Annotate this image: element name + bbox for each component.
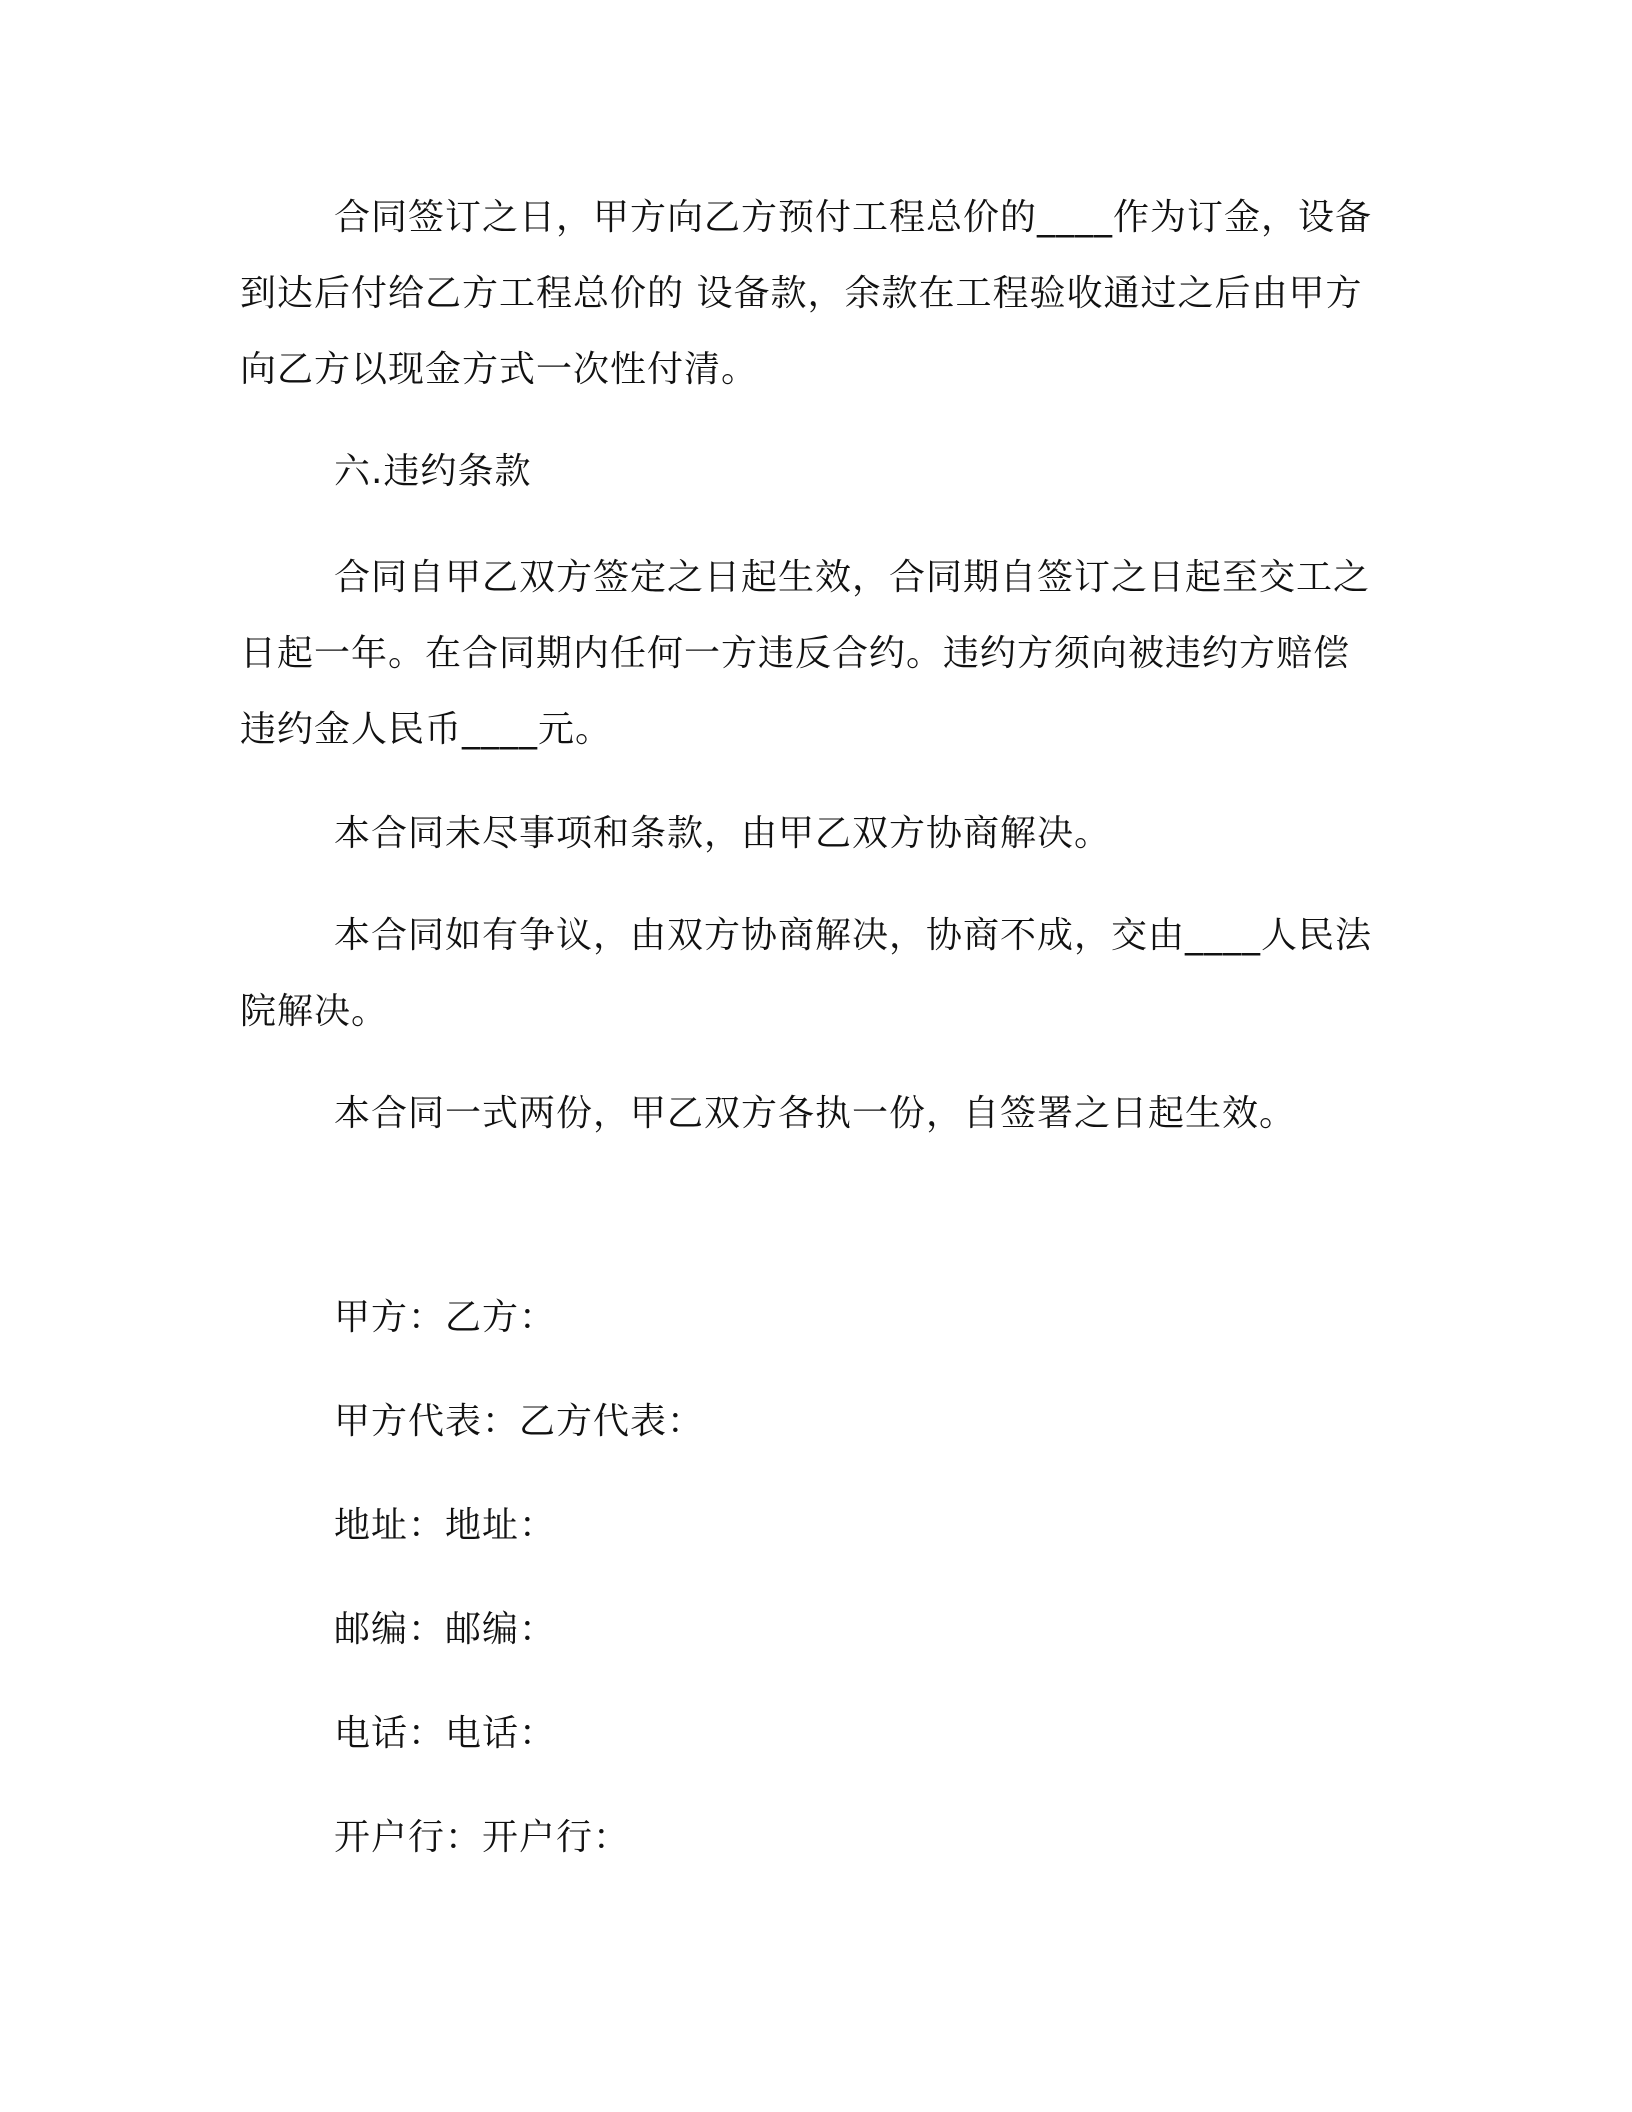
signature-field-postcode: 邮编：邮编：: [334, 1609, 557, 1650]
breach-paragraph-line-2: 日起一年。在合同期内任何一方违反合约。违约方须向被违约方赔偿: [240, 633, 1351, 674]
signature-field-bank: 开户行：开户行：: [334, 1817, 631, 1858]
signature-field-address: 地址：地址：: [334, 1505, 557, 1546]
signature-field-representative: 甲方代表：乙方代表：: [334, 1401, 705, 1442]
dispute-paragraph-line-1: 本合同如有争议，由双方协商解决，协商不成，交由____人民法: [334, 915, 1373, 956]
breach-paragraph-line-3: 违约金人民币____元。: [240, 709, 613, 750]
payment-paragraph-line-3: 向乙方以现金方式一次性付清。: [240, 349, 759, 390]
dispute-paragraph-line-2: 院解决。: [240, 991, 389, 1032]
copies-paragraph: 本合同一式两份，甲乙双方各执一份，自签署之日起生效。: [334, 1093, 1297, 1134]
unresolved-paragraph: 本合同未尽事项和条款，由甲乙双方协商解决。: [334, 813, 1112, 854]
signature-field-party: 甲方：乙方：: [334, 1297, 557, 1338]
signature-field-phone: 电话：电话：: [334, 1713, 557, 1754]
payment-paragraph-line-2: 到达后付给乙方工程总价的 设备款，余款在工程验收通过之后由甲方: [240, 273, 1363, 314]
section-heading: 六.违约条款: [334, 451, 532, 492]
breach-paragraph-line-1: 合同自甲乙双方签定之日起生效，合同期自签订之日起至交工之: [334, 557, 1371, 598]
payment-paragraph-line-1: 合同签订之日，甲方向乙方预付工程总价的____作为订金，设备: [334, 197, 1373, 238]
